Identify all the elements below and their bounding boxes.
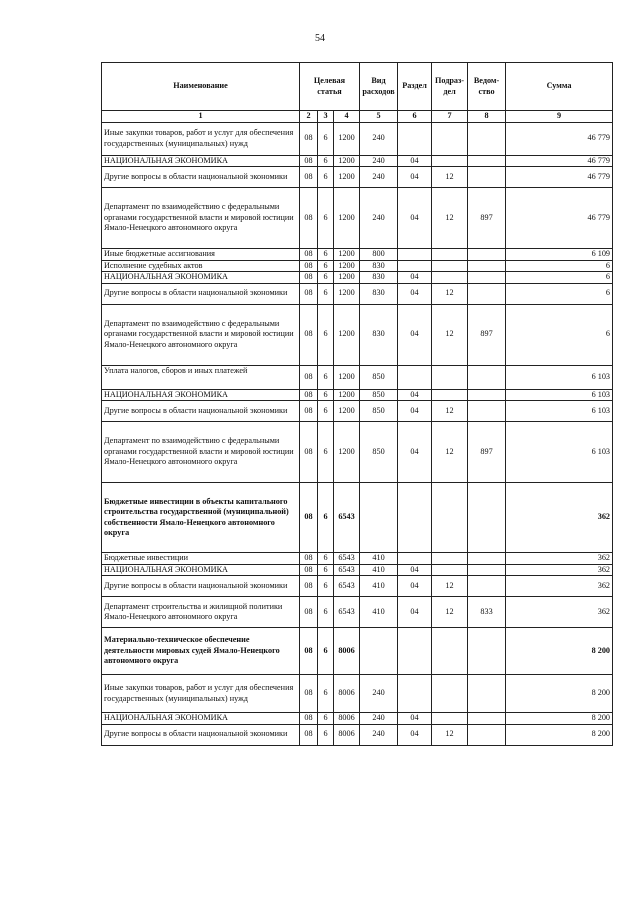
row-code-subprogram: 6 [318, 260, 334, 272]
header-department: Ведом-ство [468, 63, 506, 111]
row-subsection [432, 553, 468, 565]
row-subsection [432, 713, 468, 725]
row-code-direction: 1200 [334, 401, 360, 422]
row-name: Департамент строительства и жилищной политики Ямало-Ненецкого автономного округа [102, 597, 300, 628]
row-code-program: 08 [300, 283, 318, 304]
row-name: НАЦИОНАЛЬНАЯ ЭКОНОМИКА [102, 564, 300, 576]
row-amount: 6 103 [506, 422, 613, 483]
row-code-direction: 1200 [334, 155, 360, 167]
row-name: Департамент по взаимодействию с федеральными органами государственной власти и мировой юстиции Ямало-Ненецкого автономного округа [102, 422, 300, 483]
row-expense-type: 410 [360, 553, 398, 565]
row-expense-type: 830 [360, 304, 398, 365]
row-expense-type: 850 [360, 422, 398, 483]
row-section: 04 [398, 401, 432, 422]
row-department [468, 401, 506, 422]
row-code-program: 08 [300, 188, 318, 249]
row-department [468, 724, 506, 745]
column-number: 5 [360, 111, 398, 123]
row-subsection: 12 [432, 724, 468, 745]
row-expense-type: 850 [360, 365, 398, 389]
row-amount: 8 200 [506, 724, 613, 745]
row-subsection [432, 483, 468, 553]
column-number: 2 [300, 111, 318, 123]
column-number: 6 [398, 111, 432, 123]
row-name: Другие вопросы в области национальной экономики [102, 576, 300, 597]
row-section: 04 [398, 188, 432, 249]
row-code-program: 08 [300, 422, 318, 483]
row-code-subprogram: 6 [318, 167, 334, 188]
row-subsection: 12 [432, 401, 468, 422]
row-department [468, 283, 506, 304]
row-code-program: 08 [300, 155, 318, 167]
table-row [102, 389, 613, 401]
row-expense-type: 240 [360, 713, 398, 725]
row-code-subprogram: 6 [318, 597, 334, 628]
row-department [468, 122, 506, 155]
table-row [102, 597, 613, 628]
row-expense-type: 240 [360, 724, 398, 745]
table-row [102, 365, 613, 389]
table-row [102, 576, 613, 597]
row-code-direction: 1200 [334, 283, 360, 304]
row-code-subprogram: 6 [318, 422, 334, 483]
row-name: Другие вопросы в области национальной экономики [102, 167, 300, 188]
table-row [102, 188, 613, 249]
row-section: 04 [398, 597, 432, 628]
row-expense-type: 410 [360, 564, 398, 576]
row-amount: 6 [506, 272, 613, 284]
row-code-subprogram: 6 [318, 713, 334, 725]
row-subsection: 12 [432, 188, 468, 249]
row-name: Уплата налогов, сборов и иных платежей [102, 365, 300, 389]
row-expense-type: 240 [360, 122, 398, 155]
row-code-direction: 8006 [334, 675, 360, 713]
row-expense-type: 240 [360, 155, 398, 167]
row-subsection [432, 272, 468, 284]
row-code-subprogram: 6 [318, 283, 334, 304]
row-department [468, 389, 506, 401]
row-department [468, 564, 506, 576]
row-expense-type [360, 483, 398, 553]
column-number: 4 [334, 111, 360, 123]
row-code-program: 08 [300, 553, 318, 565]
row-code-program: 08 [300, 576, 318, 597]
row-expense-type: 240 [360, 167, 398, 188]
row-subsection [432, 675, 468, 713]
budget-table [101, 62, 613, 746]
row-amount: 46 779 [506, 167, 613, 188]
row-code-subprogram: 6 [318, 553, 334, 565]
row-code-direction: 1200 [334, 272, 360, 284]
row-code-program: 08 [300, 401, 318, 422]
row-section: 04 [398, 576, 432, 597]
row-name: Другие вопросы в области национальной экономики [102, 283, 300, 304]
table-row [102, 122, 613, 155]
row-section: 04 [398, 724, 432, 745]
row-code-subprogram: 6 [318, 249, 334, 261]
row-code-direction: 1200 [334, 304, 360, 365]
row-code-direction: 1200 [334, 249, 360, 261]
row-amount: 6 103 [506, 365, 613, 389]
header-section: Раздел [398, 63, 432, 111]
row-amount: 6 109 [506, 249, 613, 261]
row-department [468, 576, 506, 597]
table-row [102, 155, 613, 167]
row-section: 04 [398, 564, 432, 576]
row-name: Исполнение судебных актов [102, 260, 300, 272]
row-code-program: 08 [300, 260, 318, 272]
row-code-program: 08 [300, 122, 318, 155]
row-code-subprogram: 6 [318, 272, 334, 284]
row-code-direction: 6543 [334, 483, 360, 553]
row-code-direction: 1200 [334, 422, 360, 483]
row-department [468, 167, 506, 188]
row-name: НАЦИОНАЛЬНАЯ ЭКОНОМИКА [102, 389, 300, 401]
row-subsection [432, 564, 468, 576]
row-expense-type: 850 [360, 389, 398, 401]
row-department [468, 553, 506, 565]
row-department [468, 365, 506, 389]
row-code-direction: 1200 [334, 188, 360, 249]
row-code-subprogram: 6 [318, 564, 334, 576]
row-section: 04 [398, 283, 432, 304]
row-section: 04 [398, 155, 432, 167]
row-amount: 6 [506, 304, 613, 365]
row-code-direction: 1200 [334, 389, 360, 401]
row-subsection: 12 [432, 167, 468, 188]
row-code-direction: 6543 [334, 597, 360, 628]
row-name: Департамент по взаимодействию с федеральными органами государственной власти и мировой юстиции Ямало-Ненецкого автономного округа [102, 188, 300, 249]
row-code-program: 08 [300, 675, 318, 713]
row-code-subprogram: 6 [318, 675, 334, 713]
row-section [398, 249, 432, 261]
page-number: 54 [315, 33, 325, 44]
row-department: 897 [468, 188, 506, 249]
row-department: 897 [468, 304, 506, 365]
row-code-program: 08 [300, 713, 318, 725]
column-number: 9 [506, 111, 613, 123]
row-code-direction: 6543 [334, 564, 360, 576]
row-subsection: 12 [432, 576, 468, 597]
row-amount: 6 103 [506, 401, 613, 422]
row-code-program: 08 [300, 167, 318, 188]
row-section [398, 122, 432, 155]
row-section: 04 [398, 272, 432, 284]
table-row [102, 283, 613, 304]
row-code-subprogram: 6 [318, 155, 334, 167]
table-row [102, 724, 613, 745]
row-subsection: 12 [432, 283, 468, 304]
row-amount: 46 779 [506, 155, 613, 167]
column-number-row [102, 111, 613, 123]
header-expense-type: Вид расходов [360, 63, 398, 111]
row-amount: 8 200 [506, 675, 613, 713]
row-amount: 362 [506, 483, 613, 553]
row-code-direction: 6543 [334, 576, 360, 597]
row-section [398, 628, 432, 675]
row-subsection [432, 628, 468, 675]
header-subsection: Подраз-дел [432, 63, 468, 111]
row-section [398, 675, 432, 713]
row-code-subprogram: 6 [318, 483, 334, 553]
row-code-direction: 8006 [334, 628, 360, 675]
row-section: 04 [398, 304, 432, 365]
row-department [468, 483, 506, 553]
row-code-program: 08 [300, 365, 318, 389]
row-department [468, 628, 506, 675]
row-section: 04 [398, 389, 432, 401]
table-row [102, 675, 613, 713]
column-number: 7 [432, 111, 468, 123]
row-amount: 8 200 [506, 628, 613, 675]
table-row [102, 272, 613, 284]
row-code-direction: 1200 [334, 167, 360, 188]
row-section: 04 [398, 422, 432, 483]
row-amount: 46 779 [506, 188, 613, 249]
row-code-direction: 1200 [334, 260, 360, 272]
row-department: 833 [468, 597, 506, 628]
row-subsection [432, 155, 468, 167]
row-subsection [432, 260, 468, 272]
row-amount: 362 [506, 553, 613, 565]
row-code-program: 08 [300, 628, 318, 675]
row-code-subprogram: 6 [318, 628, 334, 675]
row-amount: 362 [506, 576, 613, 597]
row-name: Бюджетные инвестиции в объекты капитального строительства государственной (муниципальной) собственности Ямало-Ненецкого автономного округа [102, 483, 300, 553]
row-department [468, 675, 506, 713]
row-code-subprogram: 6 [318, 401, 334, 422]
row-expense-type [360, 628, 398, 675]
row-amount: 6 103 [506, 389, 613, 401]
row-amount: 6 [506, 283, 613, 304]
row-code-program: 08 [300, 597, 318, 628]
row-department [468, 249, 506, 261]
row-section [398, 365, 432, 389]
row-name: Иные закупки товаров, работ и услуг для обеспечения государственных (муниципальных) нужд [102, 675, 300, 713]
row-subsection [432, 122, 468, 155]
row-subsection [432, 365, 468, 389]
header-name: Наименование [102, 63, 300, 111]
row-section: 04 [398, 713, 432, 725]
row-subsection: 12 [432, 597, 468, 628]
row-code-direction: 8006 [334, 724, 360, 745]
row-code-subprogram: 6 [318, 188, 334, 249]
row-name: НАЦИОНАЛЬНАЯ ЭКОНОМИКА [102, 713, 300, 725]
row-name: Бюджетные инвестиции [102, 553, 300, 565]
column-number: 3 [318, 111, 334, 123]
row-code-subprogram: 6 [318, 304, 334, 365]
row-name: НАЦИОНАЛЬНАЯ ЭКОНОМИКА [102, 272, 300, 284]
row-amount: 6 [506, 260, 613, 272]
row-code-program: 08 [300, 564, 318, 576]
row-amount: 362 [506, 597, 613, 628]
row-code-program: 08 [300, 389, 318, 401]
table-row [102, 483, 613, 553]
row-expense-type: 410 [360, 597, 398, 628]
row-code-subprogram: 6 [318, 365, 334, 389]
row-section [398, 483, 432, 553]
row-subsection: 12 [432, 422, 468, 483]
row-subsection [432, 389, 468, 401]
row-department [468, 260, 506, 272]
row-department [468, 155, 506, 167]
table-row [102, 401, 613, 422]
row-code-program: 08 [300, 483, 318, 553]
row-section [398, 553, 432, 565]
row-subsection [432, 249, 468, 261]
row-code-program: 08 [300, 272, 318, 284]
row-expense-type: 800 [360, 249, 398, 261]
table-row [102, 422, 613, 483]
column-number: 8 [468, 111, 506, 123]
row-code-program: 08 [300, 249, 318, 261]
row-code-program: 08 [300, 304, 318, 365]
row-name: Материально-техническое обеспечение деятельности мировых судей Ямало-Ненецкого автономного округа [102, 628, 300, 675]
row-expense-type: 830 [360, 260, 398, 272]
header-amount: Сумма [506, 63, 613, 111]
table-row [102, 564, 613, 576]
row-code-direction: 1200 [334, 122, 360, 155]
row-amount: 46 779 [506, 122, 613, 155]
header-row [102, 63, 613, 111]
row-section [398, 260, 432, 272]
row-subsection: 12 [432, 304, 468, 365]
row-code-subprogram: 6 [318, 724, 334, 745]
row-code-subprogram: 6 [318, 122, 334, 155]
row-expense-type: 410 [360, 576, 398, 597]
row-name: Другие вопросы в области национальной экономики [102, 401, 300, 422]
row-name: Департамент по взаимодействию с федеральными органами государственной власти и мировой юстиции Ямало-Ненецкого автономного округа [102, 304, 300, 365]
column-number: 1 [102, 111, 300, 123]
row-name: Иные бюджетные ассигнования [102, 249, 300, 261]
table-row [102, 260, 613, 272]
table-row [102, 553, 613, 565]
row-amount: 362 [506, 564, 613, 576]
row-expense-type: 830 [360, 283, 398, 304]
header-target: Целевая статья [300, 63, 360, 111]
row-expense-type: 240 [360, 675, 398, 713]
row-expense-type: 830 [360, 272, 398, 284]
row-expense-type: 850 [360, 401, 398, 422]
table-row [102, 628, 613, 675]
row-section: 04 [398, 167, 432, 188]
row-name: НАЦИОНАЛЬНАЯ ЭКОНОМИКА [102, 155, 300, 167]
table-row [102, 249, 613, 261]
row-name: Иные закупки товаров, работ и услуг для обеспечения государственных (муниципальных) нужд [102, 122, 300, 155]
row-expense-type: 240 [360, 188, 398, 249]
table-row [102, 713, 613, 725]
row-code-direction: 1200 [334, 365, 360, 389]
row-name: Другие вопросы в области национальной экономики [102, 724, 300, 745]
table-row [102, 167, 613, 188]
row-department: 897 [468, 422, 506, 483]
row-code-subprogram: 6 [318, 576, 334, 597]
row-code-program: 08 [300, 724, 318, 745]
row-code-direction: 8006 [334, 713, 360, 725]
row-department [468, 272, 506, 284]
row-amount: 8 200 [506, 713, 613, 725]
row-department [468, 713, 506, 725]
row-code-direction: 6543 [334, 553, 360, 565]
table-row [102, 304, 613, 365]
row-code-subprogram: 6 [318, 389, 334, 401]
